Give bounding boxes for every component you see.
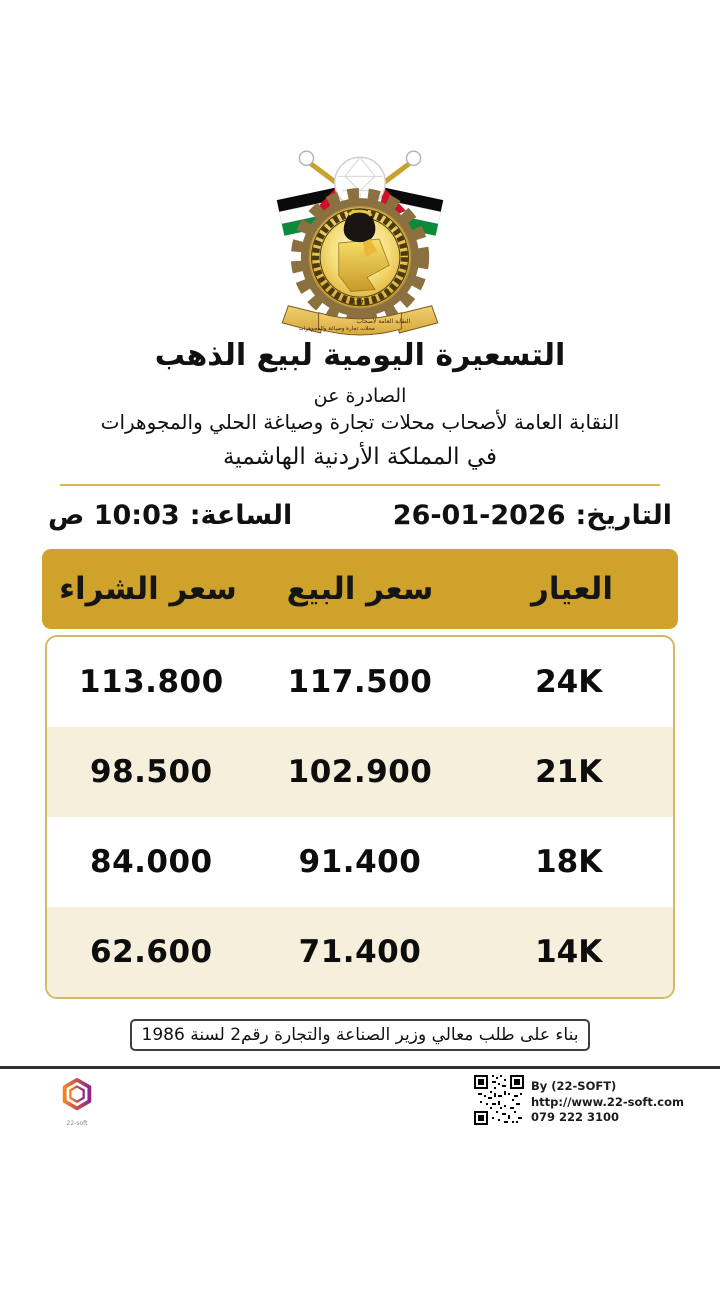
credit-url: http://www.22-soft.com	[530, 1094, 684, 1109]
date-group	[393, 500, 672, 531]
karat-cell: 21K	[535, 754, 603, 790]
header-buy-price: سعر الشراء	[59, 571, 237, 607]
emblem-founded-text: 1972	[352, 299, 368, 307]
regulation-note: بناء على طلب معالي وزير الصناعة والتجارة رقم2 لسنة 1986	[130, 1019, 591, 1051]
sell-price-cell: 91.400	[298, 844, 422, 880]
sell-price-cell: 117.500	[287, 664, 433, 700]
union-emblem-icon	[274, 134, 446, 336]
sell-price-cell: 102.900	[287, 754, 433, 790]
issued-by-line3: في المملكة الأردنية الهاشمية	[222, 444, 498, 470]
buy-price-cell: 113.800	[78, 664, 224, 700]
page	[0, 134, 720, 1300]
credit-phone: 079 222 3100	[530, 1110, 620, 1125]
date-label: التاريخ:	[575, 500, 672, 531]
footer	[0, 1069, 720, 1149]
karat-cell: 18K	[535, 844, 603, 880]
credit-by-line: By (22-SOFT)	[530, 1079, 617, 1093]
buy-price-cell: 98.500	[90, 754, 213, 790]
date-value: 26-01-2026	[392, 500, 566, 531]
company-logo	[55, 1077, 99, 1127]
gold-divider	[60, 484, 660, 486]
header-karat: العيار	[531, 571, 613, 607]
qr-code-icon	[474, 1075, 524, 1125]
table-row	[47, 817, 673, 907]
price-table-body	[45, 635, 675, 999]
company-cube-icon	[59, 1077, 95, 1115]
table-row	[47, 727, 673, 817]
header-sell-price: سعر البيع	[286, 571, 434, 607]
table-row	[47, 637, 673, 727]
datetime-row	[48, 500, 672, 531]
issued-by-line2: النقابة العامة لأصحاب محلات تجارة وصياغة الحلي والمجوهرات	[100, 410, 620, 434]
karat-cell: 14K	[535, 934, 603, 970]
karat-cell: 24K	[535, 664, 603, 700]
ribbon-right-text: النقابة العامة لأصحاب	[356, 317, 411, 325]
company-logo-caption: 22-soft	[66, 1120, 88, 1127]
ribbon-left-text: محلات تجارة وصياغة والمجوهرات	[298, 325, 375, 332]
time-value: 10:03 ص	[48, 500, 180, 531]
sell-price-cell: 71.400	[298, 934, 422, 970]
developer-credit	[474, 1075, 684, 1126]
table-row	[47, 907, 673, 997]
time-group	[48, 500, 292, 531]
buy-price-cell: 84.000	[90, 844, 213, 880]
table-header-row	[42, 549, 678, 629]
time-label: الساعة:	[189, 500, 293, 531]
buy-price-cell: 62.600	[90, 934, 213, 970]
page-title: التسعيرة اليومية لبيع الذهب	[154, 338, 566, 373]
issued-by-line1: الصادرة عن	[313, 385, 407, 407]
